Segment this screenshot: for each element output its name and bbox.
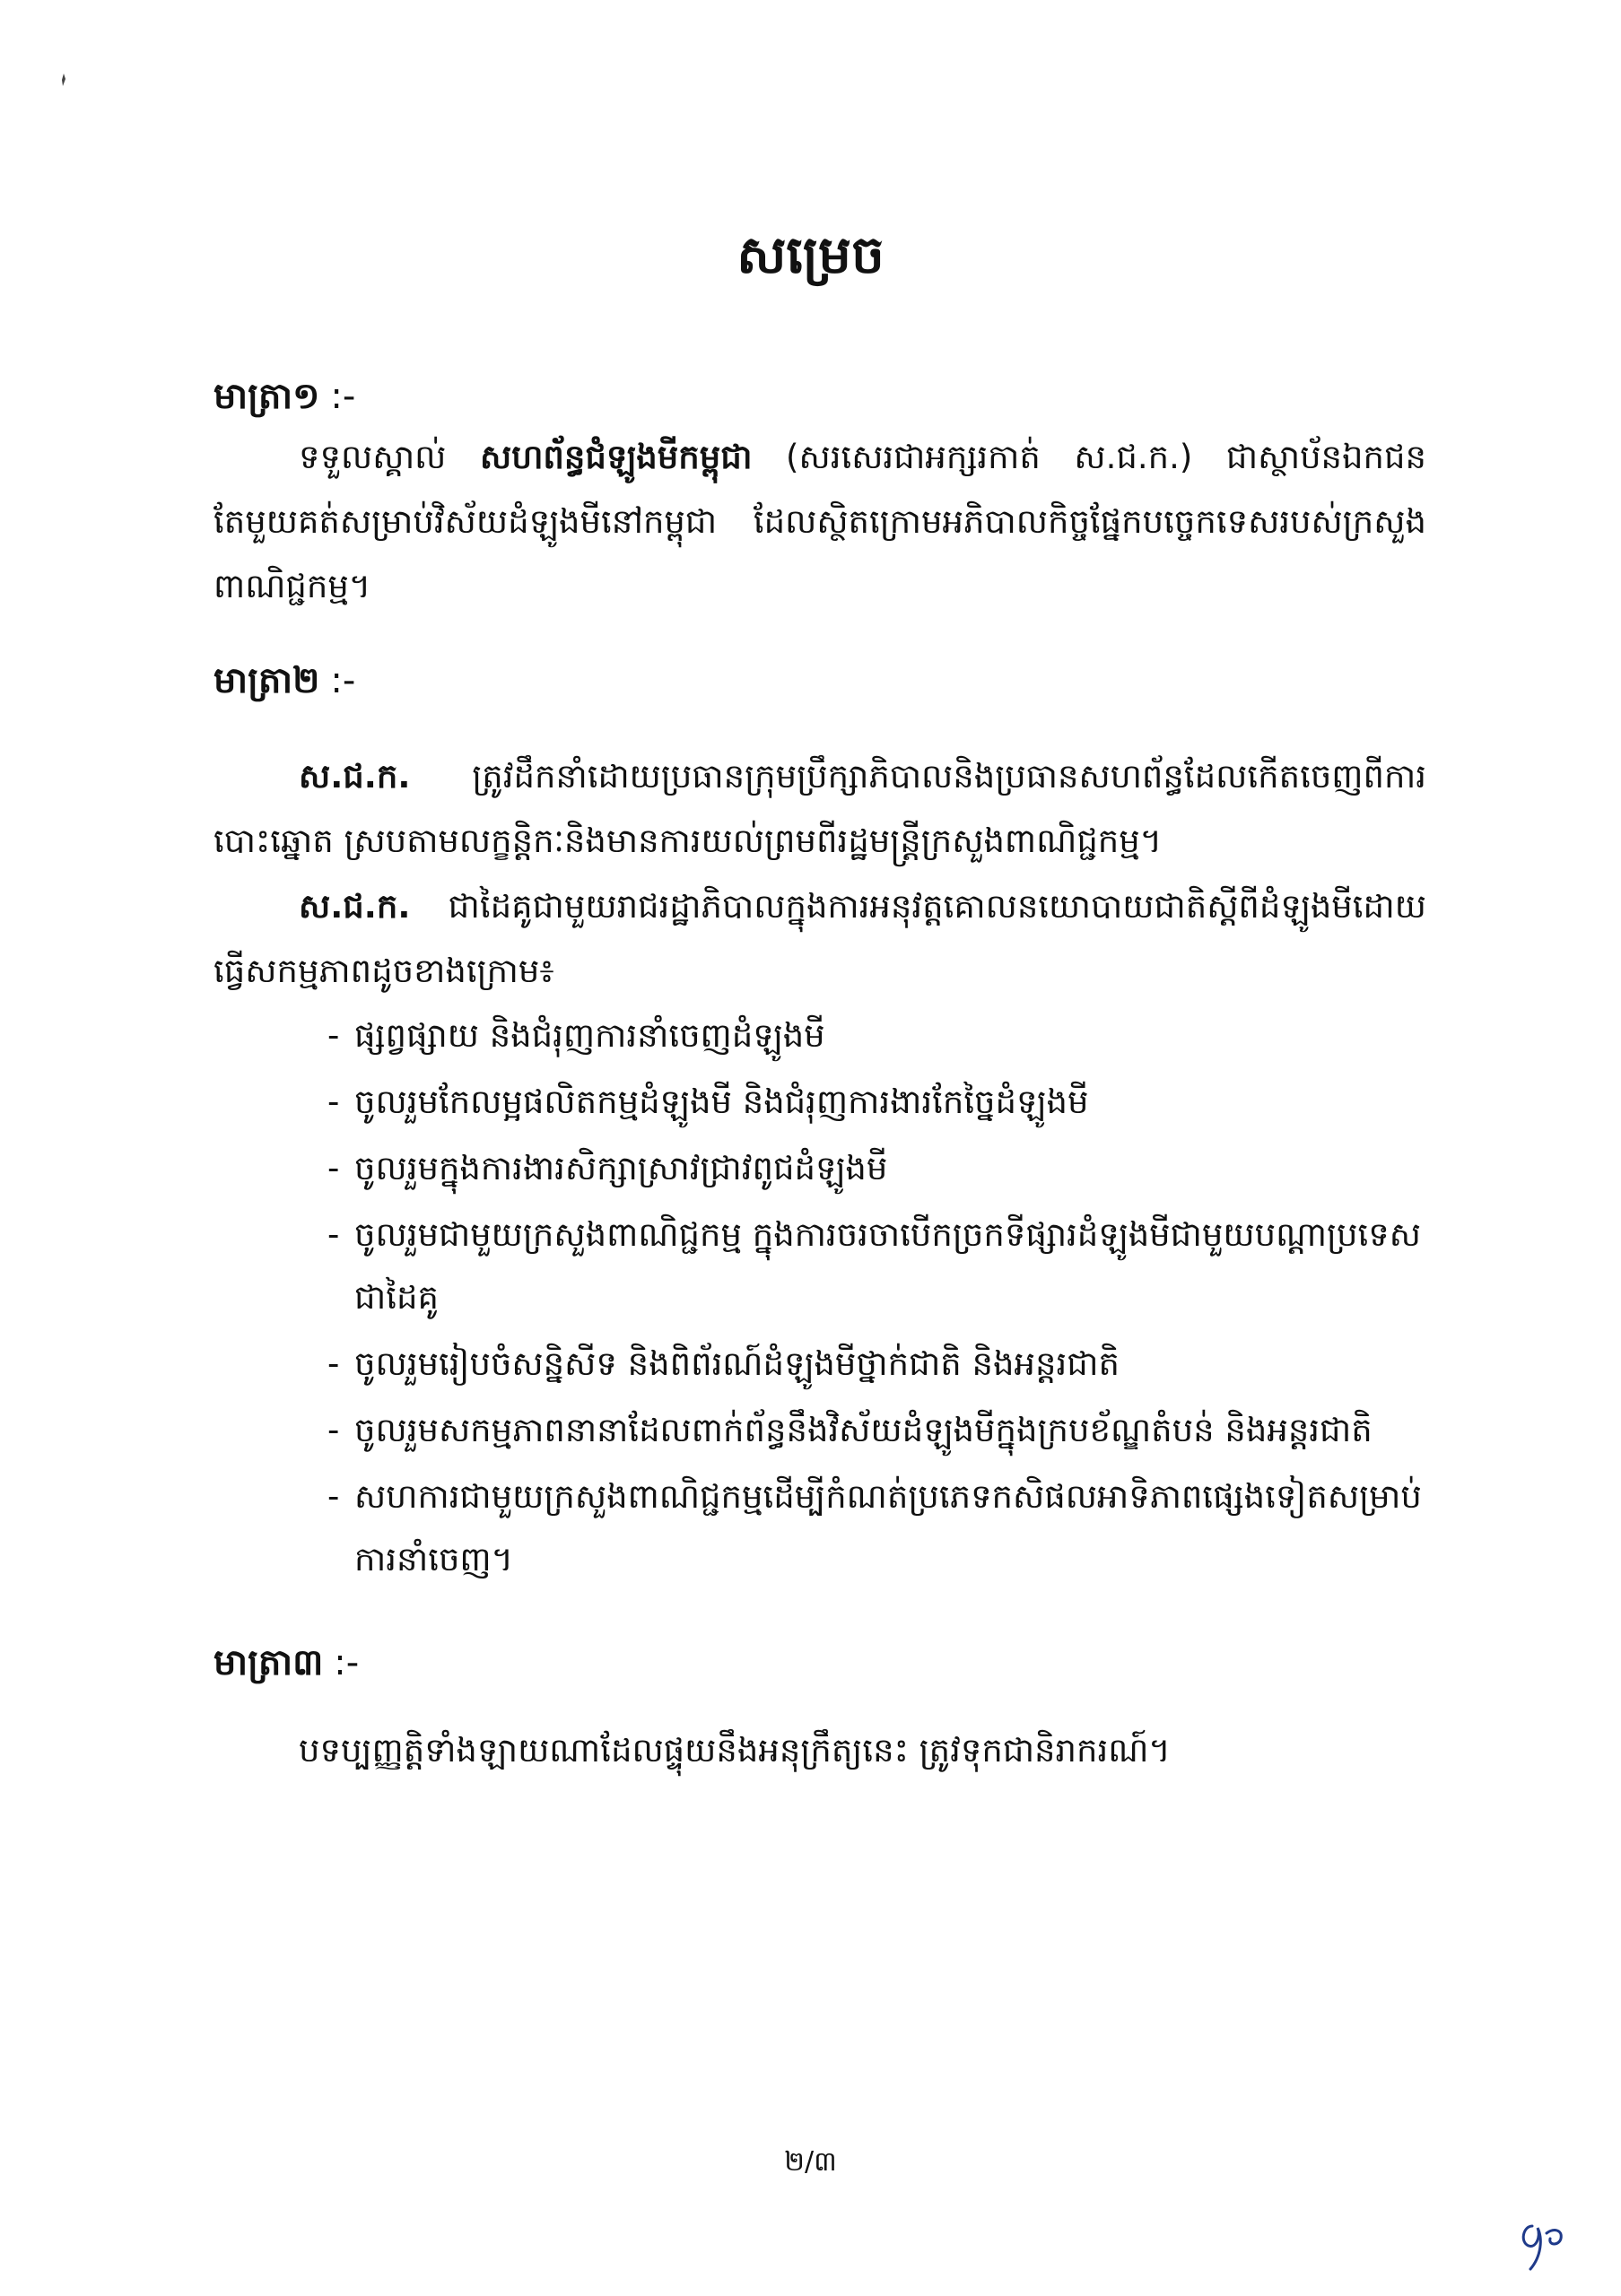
article-3-heading xyxy=(214,1641,359,1684)
list-item xyxy=(327,1137,1426,1200)
article-2-heading xyxy=(214,659,355,702)
list-dash: - xyxy=(327,1477,340,1516)
list-item-text: ចូលរួមរៀបចំសន្និសីទ និងពិព័រណ៍ដំឡូងមីថ្នាក់ជាតិ និងអន្តរជាតិ xyxy=(354,1344,1120,1383)
document-title: សម្រេច xyxy=(736,224,885,285)
article-2-para-1-body: ត្រូវដឹកនាំដោយប្រធានក្រុមប្រឹក្សាភិបាលនិងប្រធានសហព័ន្ធដែលកើតចេញពីការបោះឆ្នោត ស្របតាមលក្ខន្តិកៈនិងមានការយល់ព្រមពីរដ្ឋមន្ត្រីក្រសួងពាណិជ្ជកម្ម។ xyxy=(214,757,1426,860)
list-item xyxy=(327,1071,1426,1134)
list-item-text: ចូលរួមក្នុងការងារសិក្សាស្រាវជ្រាវពូជដំឡូងមី xyxy=(354,1149,888,1187)
list-dash: - xyxy=(327,1344,340,1383)
scan-speck xyxy=(59,74,68,86)
list-item xyxy=(327,1465,1426,1591)
article-1-separator: :- xyxy=(330,376,356,417)
list-item xyxy=(327,1333,1426,1396)
article-1-label: មាត្រា១ xyxy=(214,376,320,417)
article-3-label: មាត្រា៣ xyxy=(214,1642,324,1683)
article-1-paragraph xyxy=(214,425,1426,619)
list-dash: - xyxy=(327,1083,340,1121)
article-2-label: មាត្រា២ xyxy=(214,660,320,701)
page-number: ២/៣ xyxy=(784,2146,837,2178)
article-2-activity-list xyxy=(327,1004,1426,1595)
list-item xyxy=(327,1204,1426,1329)
handwritten-initials-mark xyxy=(1507,2206,1579,2278)
article-2-paragraph-1 xyxy=(214,744,1426,874)
article-1-body: (សរសេរជាអក្សរកាត់ ស.ជ.ក.) ជាស្ថាប័នឯកជនតែមួយគត់សម្រាប់វិស័យដំឡូងមីនៅកម្ពុជា ដែលស្ថិតក្រោមអភិបាលកិច្ចផ្នែកបច្ចេកទេសរបស់ក្រសួងពាណិជ្ជកម្ម។ xyxy=(214,438,1426,605)
article-1-intro: ទទួលស្គាល់ xyxy=(299,438,480,476)
article-2-paragraph-2 xyxy=(214,874,1426,1004)
list-dash: - xyxy=(327,1149,340,1187)
list-item-text: ផ្សព្វផ្សាយ និងជំរុញការនាំចេញដំឡូងមី xyxy=(354,1016,825,1055)
article-1-org-name: សហព័ន្ធជំឡូងមីកម្ពុជា xyxy=(479,438,753,476)
article-2-para-1-abbr: ស.ជ.ក. xyxy=(299,757,411,796)
list-item xyxy=(327,1004,1426,1067)
article-3-paragraph: បទប្បញ្ញត្តិទាំងឡាយណាដែលផ្ទុយនឹងអនុក្រឹត្យនេះ ត្រូវទុកជានិរាករណ៍។ xyxy=(299,1731,1171,1770)
article-2-para-2-abbr: ស.ជ.ក. xyxy=(299,887,411,926)
article-2-para-2-body: ជាដៃគូជាមួយរាជរដ្ឋាភិបាលក្នុងការអនុវត្តគោលនយោបាយជាតិស្តីពីដំឡូងមីដោយធ្វើសកម្មភាពដូចខាងក្រោម៖ xyxy=(214,887,1426,990)
list-dash: - xyxy=(327,1215,340,1254)
list-item xyxy=(327,1399,1426,1462)
list-item-text: ចូលរួមជាមួយក្រសួងពាណិជ្ជកម្ម ក្នុងការចរចាបើកច្រកទីផ្សារដំឡូងមីជាមួយបណ្តាប្រទេសជាដៃគូ xyxy=(354,1215,1421,1317)
article-1-heading xyxy=(214,375,355,418)
article-3-separator: :- xyxy=(334,1642,360,1683)
list-dash: - xyxy=(327,1411,340,1449)
list-item-text: ចូលរួមកែលម្អផលិតកម្មដំឡូងមី និងជំរុញការងារកែច្នៃដំឡូងមី xyxy=(354,1083,1089,1121)
list-dash: - xyxy=(327,1016,340,1055)
article-2-separator: :- xyxy=(330,660,356,701)
list-item-text: សហការជាមួយក្រសួងពាណិជ្ជកម្មដើម្បីកំណត់ប្រភេទកសិផលអាទិភាពផ្សេងទៀតសម្រាប់ការនាំចេញ។ xyxy=(354,1477,1422,1578)
list-item-text: ចូលរួមសកម្មភាពនានាដែលពាក់ព័ន្ធនឹងវិស័យដំឡូងមីក្នុងក្របខ័ណ្ឌតំបន់ និងអន្តរជាតិ xyxy=(354,1411,1373,1449)
